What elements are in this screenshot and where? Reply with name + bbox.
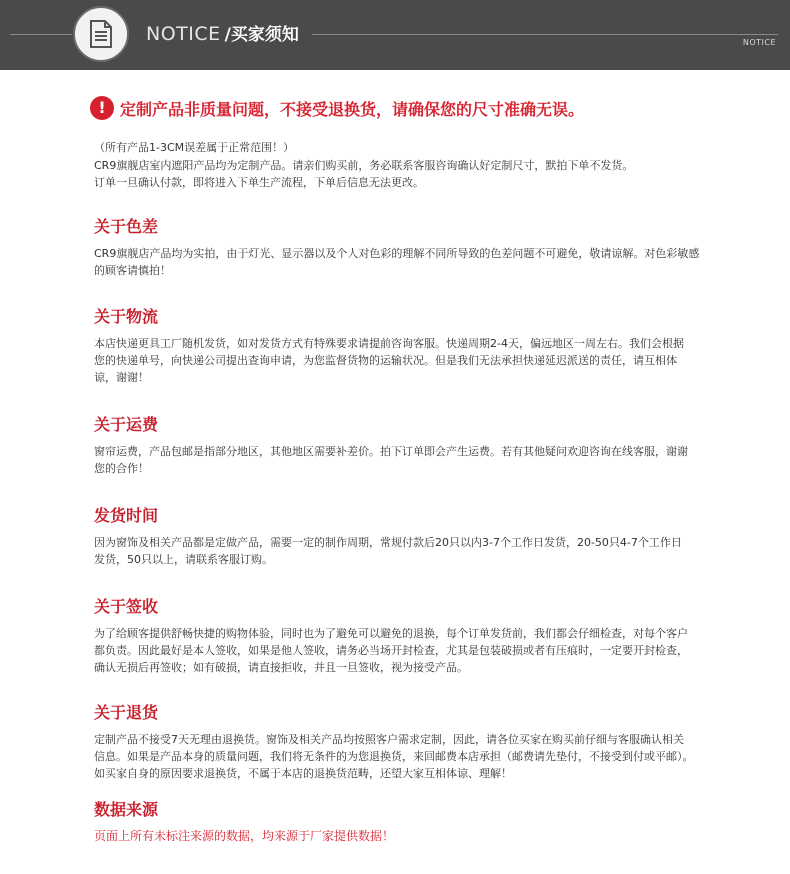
section-title-sign-for: 关于签收	[94, 597, 159, 616]
header-title-zh: /买家须知	[224, 25, 299, 45]
section-title-data-source: 数据来源	[94, 800, 159, 819]
section-title-returns: 关于退货	[94, 703, 159, 722]
section-body-logistics: 本店快递更具工厂随机发货，如对发货方式有特殊要求请提前咨询客服。快递周期2-4天，偏远地区一周左右。我们会根据您的快递单号，向快递公司提出查询申请，为您监督货物的运输状况。但是我们无法承担快递延迟派送的责任，请互相体谅，谢谢！	[94, 337, 684, 384]
section-body-delivery-time: 因为窗饰及相关产品都是定做产品，需要一定的制作周期，常规付款后20只以内3-7个工作日发货，20-50只4-7个工作日发货，50只以上，请联系客服订购。	[94, 536, 682, 566]
header-title-en: NOTICE	[146, 23, 221, 45]
section-body-sign-for: 为了给顾客提供舒畅快捷的购物体验，同时也为了避免可以避免的退换，每个订单发货前，我们都会仔细检查，对每个客户都负责。因此最好是本人签收，如果是他人签收，请务必当场开封检查，尤其是包装破损或者有压痕时，一定要开封检查，确认无损后再签收；如有破损，请直接拒收，并且一旦签收，视为接受产品。	[94, 627, 688, 674]
header-right-label: NOTICE	[742, 38, 776, 47]
section-body-shipping-fee: 窗帘运费，产品包邮是指部分地区，其他地区需要补差价。拍下订单即会产生运费。若有其他疑问欢迎咨询在线客服，谢谢您的合作！	[94, 445, 688, 475]
warning-body: CR9旗舰店室内遮阳产品均为定制产品。请亲们购买前，务必联系客服咨询确认好定制尺寸，默拍下单不发货。订单一旦确认付款，即将进入下单生产流程，下单后信息无法更改。	[94, 159, 634, 189]
document-icon	[89, 20, 113, 48]
notice-header	[0, 0, 790, 70]
section-title-color: 关于色差	[94, 217, 159, 236]
header-divider-left	[10, 34, 72, 35]
warning-text: 定制产品非质量问题，不接受退换货，请确保您的尺寸准确无误。	[120, 99, 585, 119]
header-divider-right	[312, 34, 778, 35]
section-title-delivery-time: 发货时间	[94, 506, 159, 525]
section-body-data-source: 页面上所有未标注来源的数据，均来源于厂家提供数据！	[94, 829, 395, 843]
header-title	[146, 20, 299, 48]
warning-note: （所有产品1-3CM误差属于正常范围！）	[94, 141, 295, 154]
section-title-shipping-fee: 关于运费	[94, 415, 159, 434]
warning-line	[90, 96, 584, 124]
exclamation-icon: !	[90, 96, 114, 120]
section-body-color: CR9旗舰店产品均为实拍，由于灯光、显示器以及个人对色彩的理解不同所导致的色差问题不可避免，敬请谅解。对色彩敏感的顾客请慎拍！	[94, 247, 700, 277]
document-icon-badge	[73, 6, 129, 62]
section-title-logistics: 关于物流	[94, 307, 159, 326]
section-body-returns: 定制产品不接受7天无理由退换货。窗饰及相关产品均按照客户需求定制，因此，请各位买家在购买前仔细与客服确认相关信息。如果是产品本身的质量问题，我们将无条件的为您退换货，来回邮费本店承担（邮费请先垫付，不接受到付或平邮）。如买家自身的原因要求退换货，不属于本店的退换货范畴，还望大家互相体谅、理解！	[94, 733, 694, 780]
